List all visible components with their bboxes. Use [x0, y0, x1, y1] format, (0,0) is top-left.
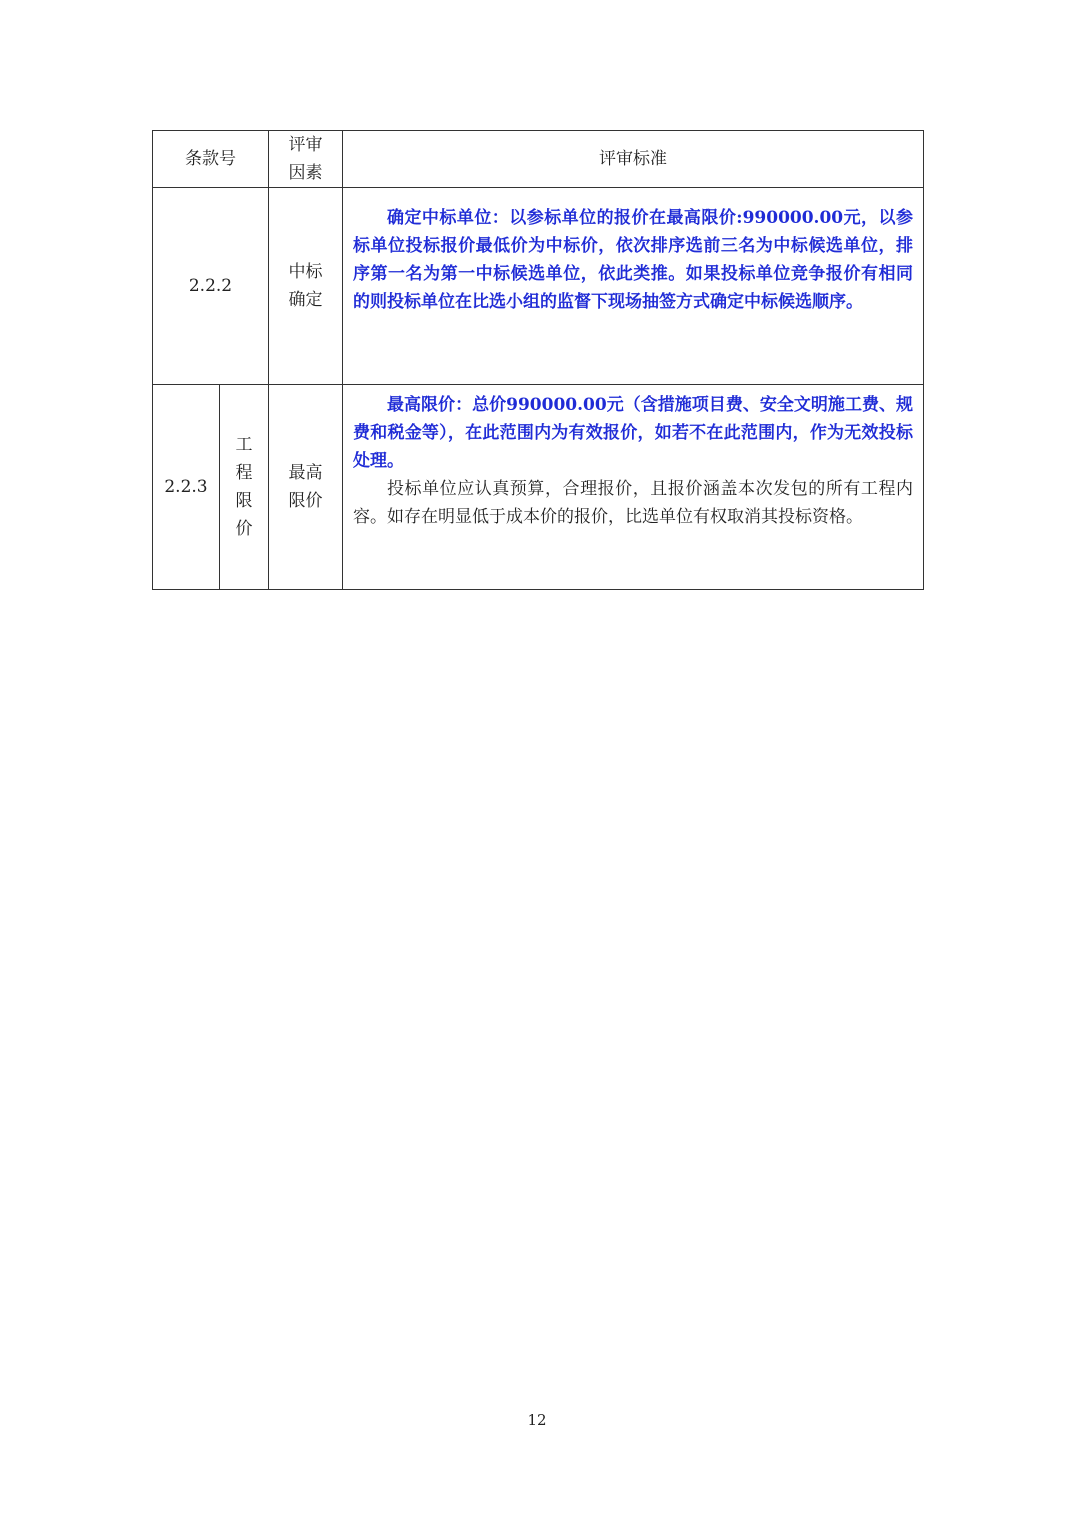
sub-clause-char: 工: [235, 435, 253, 455]
factor-cell: [269, 188, 343, 385]
header-standard: 评审标准: [343, 131, 924, 188]
table-row: [153, 188, 924, 385]
standard-cell: [343, 188, 924, 385]
standard-text-highlight: 确定中标单位：以参标单位的报价在最高限价:990000.00元，以参标单位投标报价最低价为中标价，依次排序选前三名为中标候选单位，排序第一名为第一中标候选单位，依此类推。如果投标单位竞争报价有相同的则投标单位在比选小组的监督下现场抽签方式确定中标候选顺序。: [353, 208, 913, 312]
factor-line1: 最高: [288, 463, 323, 483]
standard-cell: [343, 385, 924, 590]
sub-clause-cell: [220, 385, 269, 590]
factor-line2: 确定: [288, 290, 323, 310]
header-factor-line1: 评审: [288, 135, 323, 155]
table-header-row: [153, 131, 924, 188]
header-factor-line2: 因素: [288, 163, 323, 183]
standard-text-normal: 投标单位应认真预算，合理报价，且报价涵盖本次发包的所有工程内容。如存在明显低于成本价的报价，比选单位有权取消其投标资格。: [353, 479, 913, 527]
factor-line1: 中标: [288, 262, 323, 282]
page-number: 12: [527, 1411, 547, 1429]
header-clause-no: 条款号: [153, 131, 269, 188]
header-factor: [269, 131, 343, 188]
standard-text-highlight: 最高限价：总价990000.00元（含措施项目费、安全文明施工费、规费和税金等），在此范围内为有效报价，如若不在此范围内，作为无效投标处理。: [353, 395, 913, 471]
clause-number: 2.2.2: [153, 188, 269, 385]
factor-cell: [269, 385, 343, 590]
table-row: [153, 385, 924, 590]
clause-number: 2.2.3: [153, 385, 220, 590]
evaluation-table: [152, 130, 924, 590]
sub-clause-char: 程: [235, 463, 253, 483]
sub-clause-char: 价: [235, 519, 253, 539]
sub-clause-char: 限: [235, 491, 253, 511]
factor-line2: 限价: [288, 491, 323, 511]
